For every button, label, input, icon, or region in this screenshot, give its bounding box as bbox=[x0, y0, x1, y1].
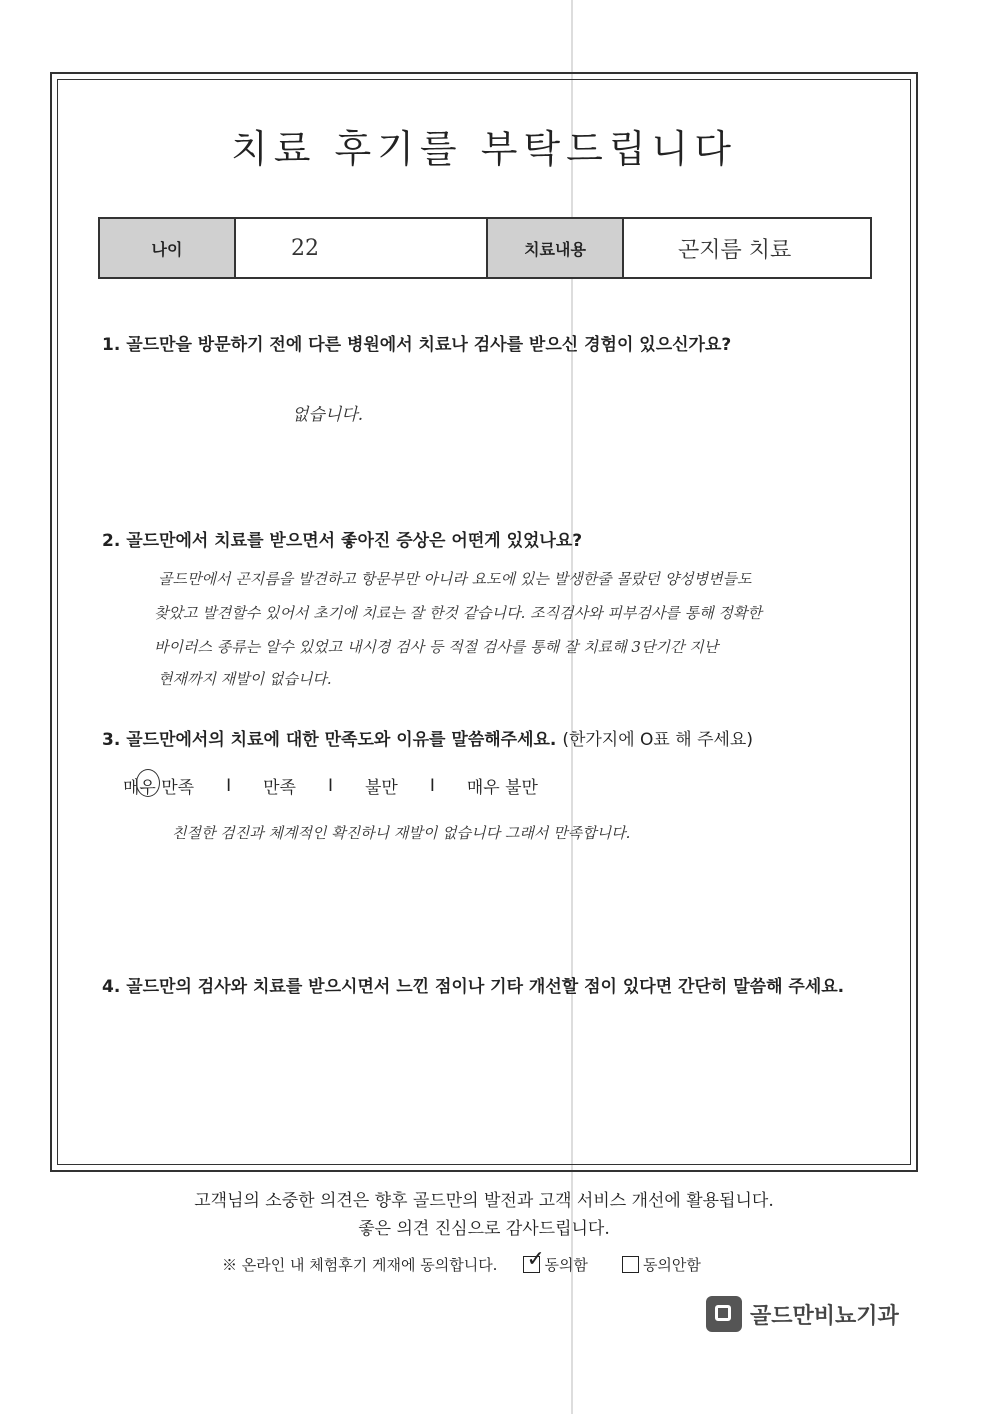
disagree-label: 동의안함 bbox=[642, 1256, 701, 1274]
treatment-label: 치료내용 bbox=[488, 219, 624, 277]
option-separator: I bbox=[327, 775, 333, 796]
answer-2-line: 바이러스 종류는 알수 있었고 내시경 검사 등 적절 검사를 통해 잘 치료해 3단기간 지난 bbox=[154, 638, 719, 656]
check-mark-icon: ✓ bbox=[526, 1247, 545, 1272]
footer-line-2: 좋은 의견 진심으로 감사드립니다. bbox=[358, 1219, 610, 1239]
question-1: 1. 골드만을 방문하기 전에 다른 병원에서 치료나 검사를 받으신 경험이 있으신가요? bbox=[102, 335, 732, 355]
answer-1-line: 없습니다. bbox=[292, 405, 364, 425]
consent-row bbox=[222, 1247, 701, 1275]
option-satisfied[interactable]: 만족 bbox=[263, 778, 296, 798]
footer-line-1: 고객님의 소중한 의견은 향후 골드만의 발전과 고객 서비스 개선에 활용됩니다. bbox=[194, 1191, 774, 1211]
disagree-checkbox[interactable] bbox=[622, 1256, 639, 1273]
option-very-dissatisfied[interactable]: 매우 불만 bbox=[466, 778, 538, 798]
option-separator: I bbox=[429, 775, 435, 796]
option-dissatisfied[interactable]: 불만 bbox=[364, 778, 398, 798]
question-3-text: 3. 골드만에서의 치료에 대한 만족도와 이유를 말씀해주세요. bbox=[102, 730, 557, 750]
question-2: 2. 골드만에서 치료를 받으면서 좋아진 증상은 어떤게 있었나요? bbox=[102, 531, 583, 551]
age-label: 나이 bbox=[100, 219, 236, 277]
clinic-logo-icon bbox=[706, 1296, 742, 1332]
answer-2-line: 골드만에서 곤지름을 발견하고 항문부만 아니라 요도에 있는 발생한줄 몰랐던 양성병변들도 bbox=[158, 570, 752, 588]
consent-text: ※ 온라인 내 체험후기 게재에 동의합니다. bbox=[222, 1256, 498, 1274]
answer-2-line: 현재까지 재발이 없습니다. bbox=[158, 670, 332, 688]
clinic-logo-text: 골드만비뇨기과 bbox=[750, 1303, 899, 1329]
page-title: 치료 후기를 부탁드립니다 bbox=[231, 127, 737, 171]
question-4: 4. 골드만의 검사와 치료를 받으시면서 느낀 점이나 기타 개선할 점이 있다면 간단히 말씀해 주세요. bbox=[102, 977, 845, 997]
satisfaction-options bbox=[123, 773, 538, 798]
option-separator: I bbox=[226, 775, 232, 796]
agree-checkbox[interactable] bbox=[523, 1247, 545, 1273]
info-table bbox=[98, 217, 872, 279]
question-3-note: (한가지에 O표 해 주세요) bbox=[562, 730, 753, 750]
treatment-value: 곤지름 치료 bbox=[678, 237, 792, 263]
selected-circle-mark bbox=[136, 769, 160, 797]
option-very-satisfied[interactable]: 매우 만족 bbox=[123, 773, 194, 798]
agree-label: 동의함 bbox=[544, 1256, 588, 1274]
age-value: 22 bbox=[236, 219, 488, 277]
clinic-logo bbox=[706, 1296, 899, 1332]
answer-3-line: 친절한 검진과 체계적인 확진하니 재발이 없습니다 그래서 만족합니다. bbox=[172, 824, 631, 842]
question-3 bbox=[102, 725, 753, 750]
answer-2-line: 찾았고 발견할수 있어서 초기에 치료는 잘 한것 같습니다. 조직검사와 피부검사를 통해 정확한 bbox=[154, 604, 762, 622]
